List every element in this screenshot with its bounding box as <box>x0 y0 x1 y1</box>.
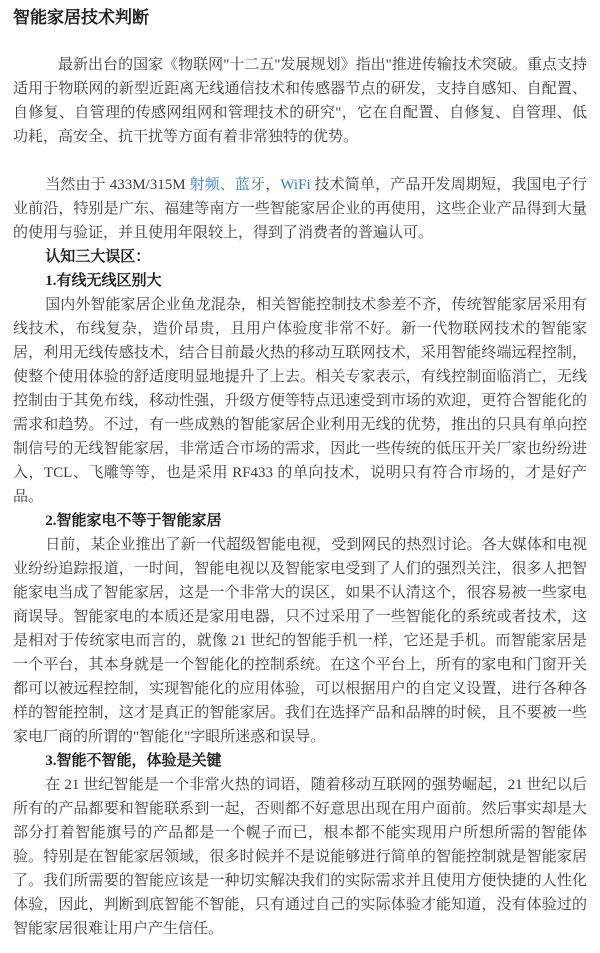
heading-misconceptions: 认知三大误区： <box>45 249 151 265</box>
paragraph-radio-tech-before: 当然由于 433M/315M <box>45 177 190 193</box>
heading-section-2-appliance-vs-home: 2.智能家电不等于智能家居 <box>45 513 222 529</box>
link-rf433[interactable]: 射频 <box>189 177 220 193</box>
link-bluetooth[interactable]: 蓝牙 <box>234 177 266 193</box>
paragraph-section-1: 国内外智能家居企业鱼龙混杂，相关智能控制技术参差不齐，传统智能家居采用有线技术，布线复杂，造价昂贵，且用户体验度非常不好。新一代物联网技术的智能家居，利用无线传感技术，结合目前最火热的移动互联网技术，采用智能终端远程控制，使整个使用体验的舒适度明显地提升了上去。相关专家表示，有线控制面临消亡，无线控制由于其免布线，移动性强，升级方便等特点迅速受到市场的欢迎，更符合智能化的需求和趋势。不过，有一些成熟的智能家居企业利用无线的优势，推出的只具有单向控制信号的无线智能家居，非常适合市场的需求，因此一些传统的低压开关厂家也纷纷进入，TCL、飞雕等等，也是采用 RF433 的单向技术，说明只有符合市场的，才是好产品。 <box>13 297 587 505</box>
heading-section-1-wired-wireless: 1.有线无线区别大 <box>45 273 162 289</box>
paragraph-policy: 最新出台的国家《物联网"十二五"发展规划》指出"推进传输技术突破。重点支持适用于物联网的新型近距离无线通信技术和传感器节点的研发，支持自感知、自配置、自修复、自管理的传感网组网和管理技术的研究"，它在自配置、自修复、自管理、低功耗，高安全、抗干扰等方面有着非常独特的优势。 <box>13 57 587 145</box>
paragraph-radio-tech-comma: ， <box>265 177 281 193</box>
heading-section-3-experience: 3.智能不智能，体验是关键 <box>45 753 222 769</box>
paragraph-radio-tech <box>13 173 587 245</box>
page-title: 智能家居技术判断 <box>13 8 149 27</box>
paragraph-section-2: 日前，某企业推出了新一代超级智能电视，受到网民的热烈讨论。各大媒体和电视业纷纷追踪报道，一时间，智能电视以及智能家电受到了人们的强烈关注，很多人把智能家电当成了智能家居，这是一个非常大的误区，如果不认清这个，很容易被一些家电商误导。智能家电的本质还是家用电器，只不过采用了一些智能化的系统或者技术，这是相对于传统家电而言的，就像 21 世纪的智能手机一样，它还是手机。而智能家居是一个平台，其本身就是一个智能化的控制系统。在这个平台上，所有的家电和门窗开关都可以被远程控制，实现智能化的应用体验，可以根据用户的自定义设置，进行各种各样的智能控制，这才是真正的智能家居。我们在选择产品和品牌的时候，且不要被一些家电厂商的所谓的"智能化"字眼所迷惑和误导。 <box>13 537 587 745</box>
paragraph-section-3: 在 21 世纪智能是一个非常火热的词语，随着移动互联网的强势崛起，21 世纪以后所有的产品都要和智能联系到一起，否则都不好意思出现在用户面前。然后事实却是大部分打着智能旗号的产品都是一个幌子而已，根本都不能实现用户所想所需的智能体验。特别是在智能家居领域，很多时候并不是说能够进行简单的智能控制就是智能家居了。我们所需要的智能应该是一种切实解决我们的实际需求并且使用方便快捷的人性化体验，因此，判断到底智能不智能，只有通过自己的实际体验才能知道，没有体验过的智能家居很难让用户产生信任。 <box>13 777 587 937</box>
link-separator: 、 <box>219 177 235 193</box>
link-wifi[interactable]: WiFi <box>280 177 311 193</box>
paragraph-radio-tech-after: 技术简单，产品开发周期短，我国电子行业前沿，特别是广东、福建等南方一些智能家居企业的再使用，这些企业产品得到大量的使用与验证，并且使用年限较上，得到了消费者的普遍认可。 <box>13 177 587 241</box>
